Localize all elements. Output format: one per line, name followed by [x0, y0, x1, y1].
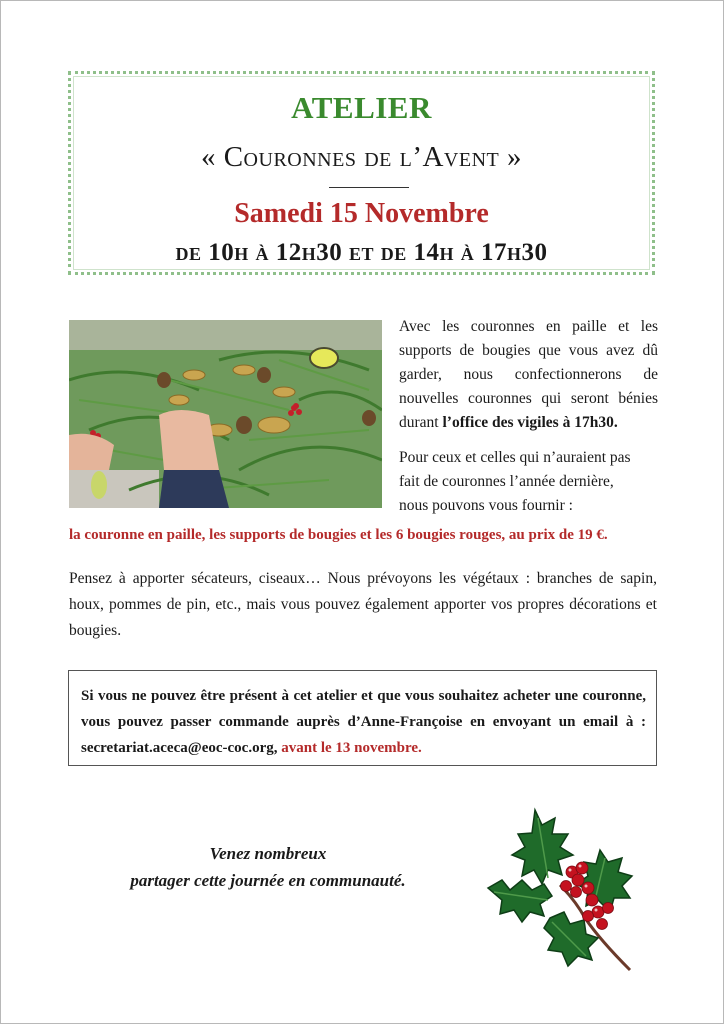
- supply-line-3: nous pouvons vous fournir :: [399, 497, 573, 514]
- event-date: Samedi 15 Novembre: [234, 198, 489, 229]
- supply-line-2: fait de couronnes l’année dernière,: [399, 473, 614, 490]
- order-deadline: avant le 13 novembre.: [281, 740, 422, 756]
- closing-line-2: partager cette journée en communauté.: [130, 871, 406, 890]
- order-text: Si vous ne pouvez être présent à cet atelier et que vous souhaitez acheter une couronne, vous pouvez passer commande auprès d’Anne-Françoise en envoyant un email à : secretariat.aceca@eoc-coc.org,: [81, 688, 646, 756]
- closing-message: [68, 840, 468, 894]
- bring-supplies-paragraph: Pensez à apporter sécateurs, ciseaux… Nous prévoyons les végétaux : branches de sapin, houx, pommes de pin, etc., mais vous pouvez également apporter vos propres décorations et bougies.: [69, 570, 657, 639]
- event-title: « Couronnes de l’Avent »: [200, 141, 523, 173]
- atelier-heading: ATELIER: [291, 90, 432, 125]
- intro-text: Avec les couronnes en paille et les supports de bougies que vous avez dû garder, nous confectionnerons de nouvelles couronnes qui seront bénies durant: [399, 318, 658, 431]
- holly-sprig-icon: [480, 800, 652, 976]
- supply-paragraph: [399, 446, 658, 518]
- header-box: [68, 71, 655, 275]
- vigil-highlight: l’office des vigiles à 17h30.: [442, 414, 618, 431]
- closing-line-1: Venez nombreux: [209, 844, 327, 863]
- order-box: [68, 670, 657, 766]
- title-divider: [329, 187, 409, 188]
- event-hours: de 10h à 12h30 et de 14h à 17h30: [175, 239, 548, 266]
- intro-paragraph: [399, 315, 658, 435]
- supply-line-1: Pour ceux et celles qui n’auraient pas: [399, 449, 631, 466]
- wreath-making-photo: [69, 320, 382, 508]
- price-line: la couronne en paille, les supports de bougies et les 6 bougies rouges, au prix de 19 €.: [69, 527, 608, 543]
